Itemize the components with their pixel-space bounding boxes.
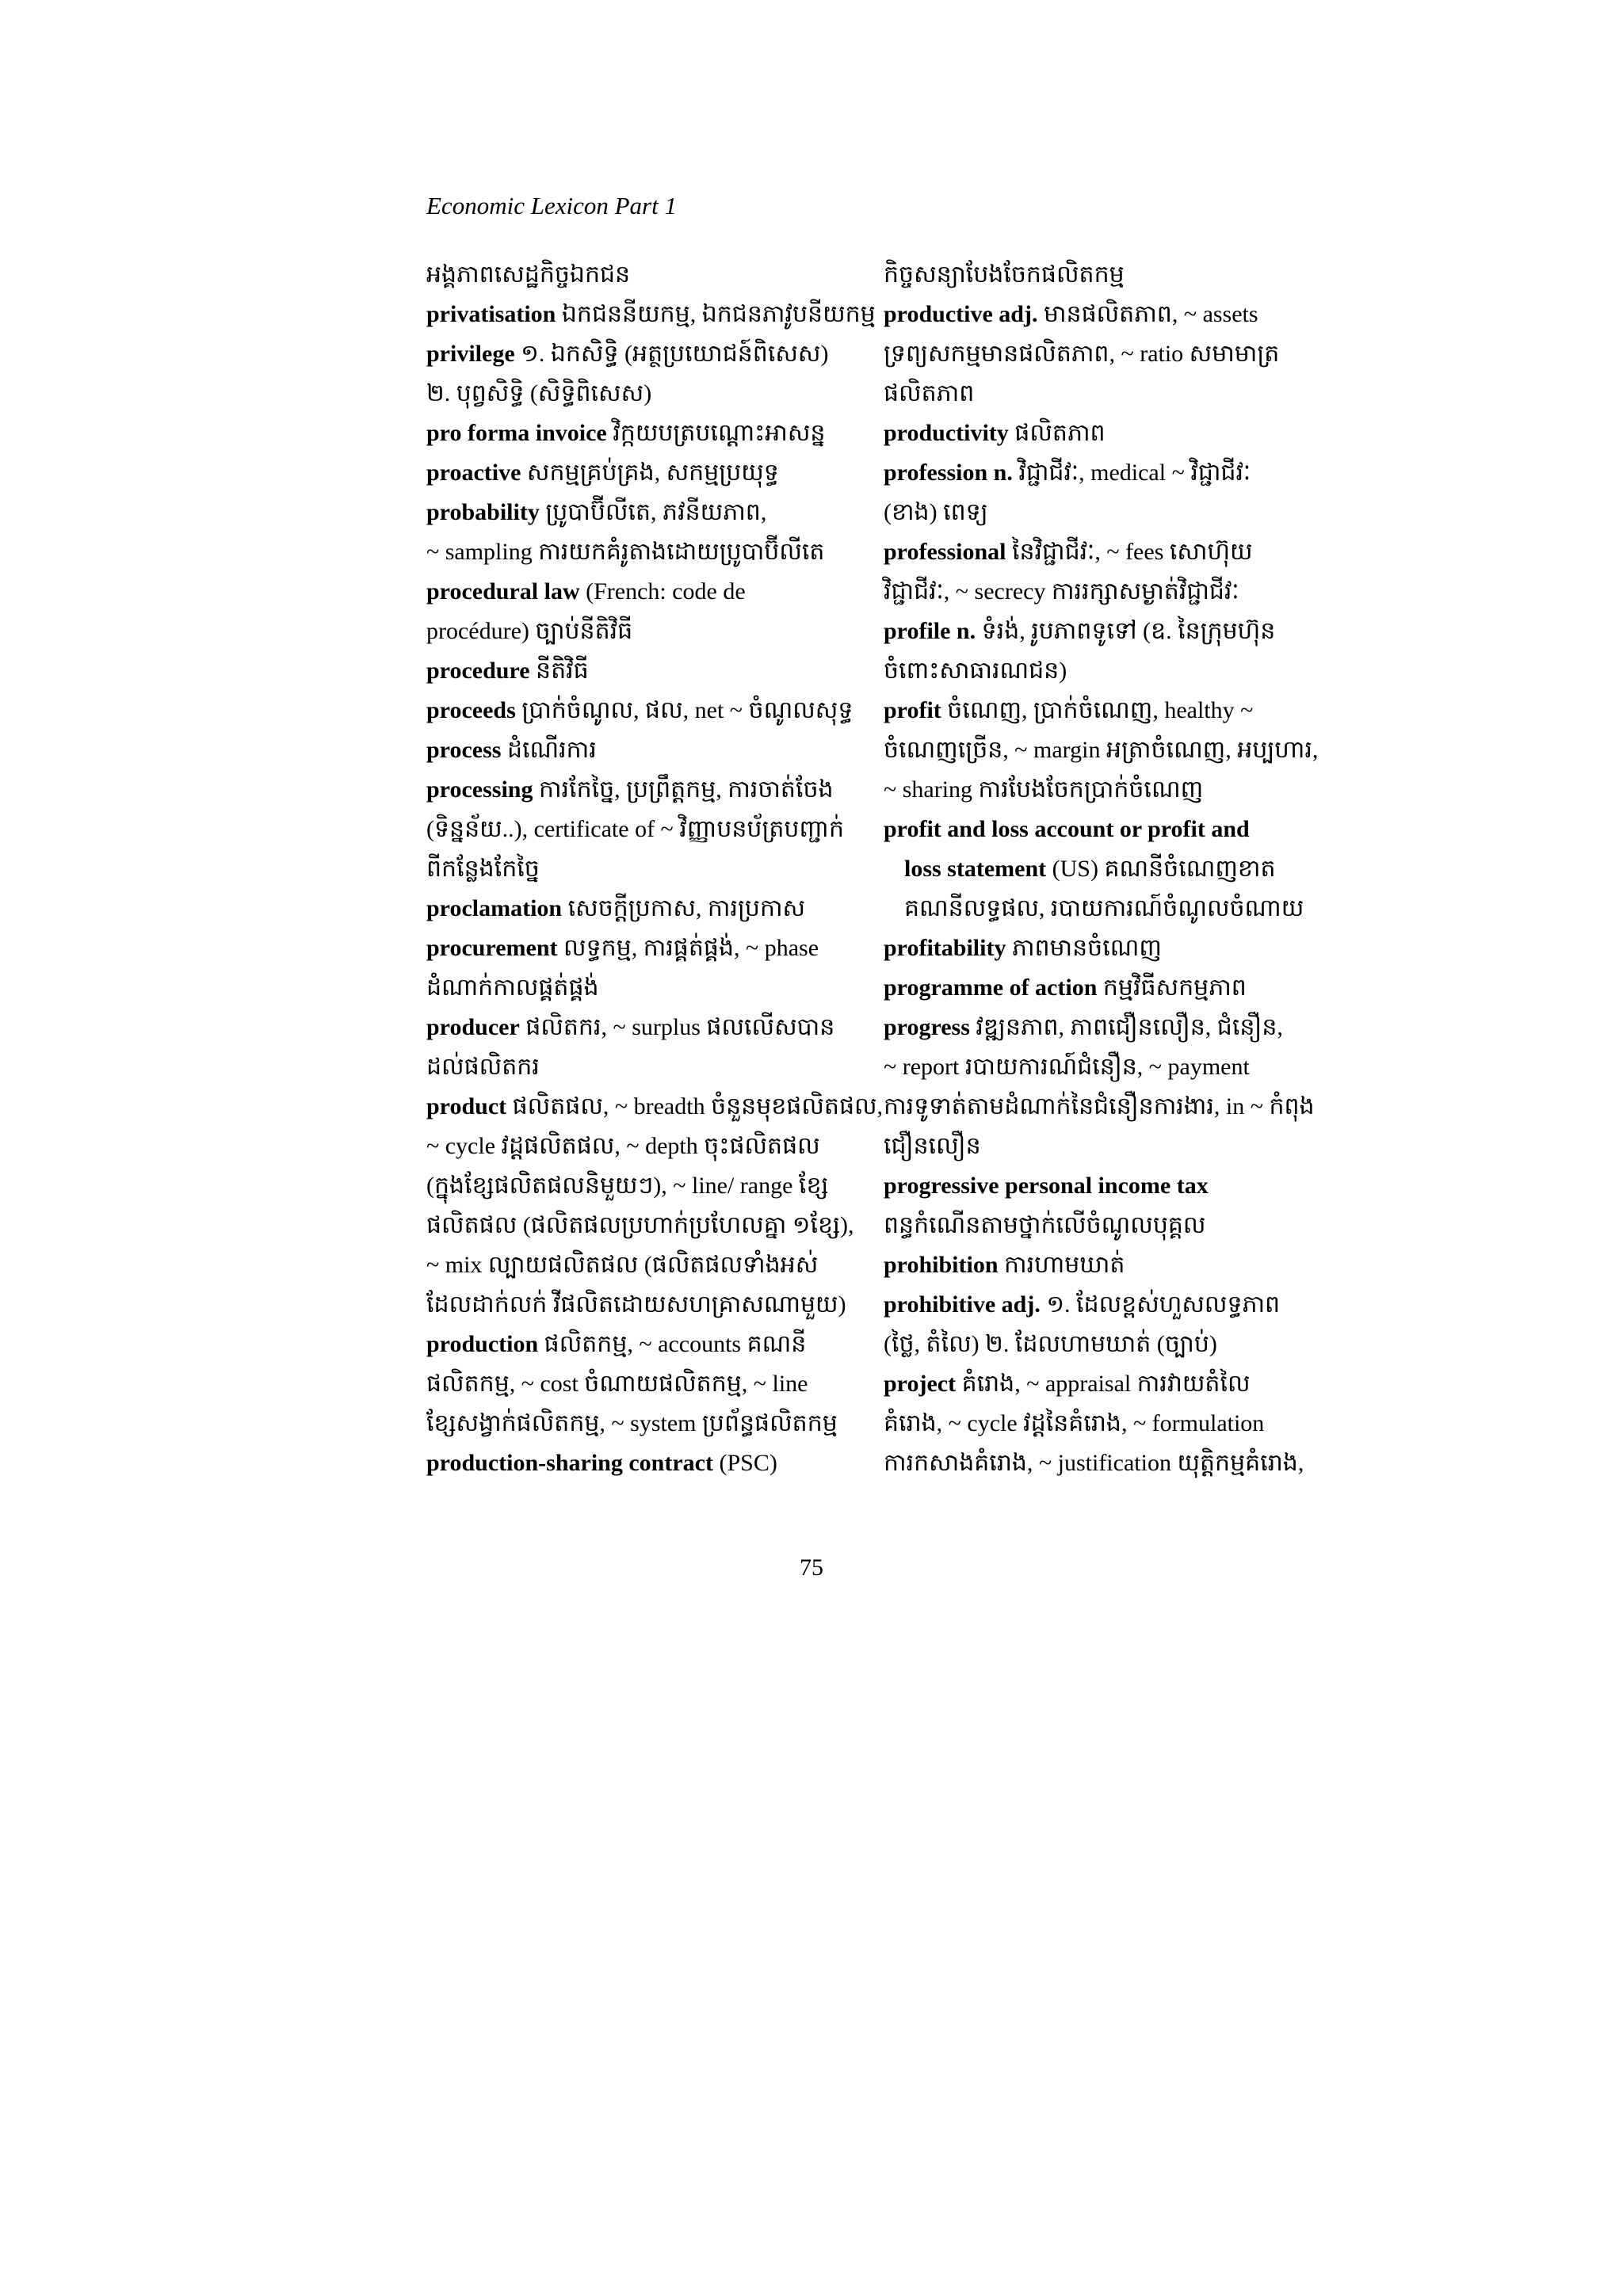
right-column bbox=[884, 255, 1319, 1483]
definition-text: ផលិតផល (ផលិតផលប្រហាក់ប្រហែលគ្នា ១ខ្សែ), bbox=[426, 1212, 854, 1238]
headword: proactive bbox=[426, 460, 521, 486]
headword: progress bbox=[884, 1014, 970, 1040]
page-number: 75 bbox=[800, 1554, 823, 1581]
definition-text: ភាពមានចំណេញ bbox=[1006, 935, 1162, 961]
headword: procurement bbox=[426, 935, 558, 961]
headword: probability bbox=[426, 499, 540, 525]
definition-text: ការហាមឃាត់ bbox=[998, 1252, 1125, 1278]
entry-line bbox=[884, 612, 1296, 651]
headword: procedure bbox=[426, 658, 530, 684]
entry-line bbox=[426, 1444, 838, 1483]
entry-line bbox=[884, 691, 1296, 730]
entry-line bbox=[884, 572, 1296, 612]
entry-line bbox=[884, 374, 1296, 414]
definition-text: ចំណេញ, ប្រាក់ចំណេញ, healthy ~ bbox=[941, 697, 1254, 723]
definition-text: ទំរង់, រូបភាពទូទៅ (ឧ. នៃក្រុមហ៊ុន bbox=[976, 618, 1276, 644]
entry-line bbox=[884, 453, 1296, 493]
headword: profile n. bbox=[884, 618, 976, 644]
definition-text: ១. ដែលខ្ពស់ហួសលទ្ធភាព bbox=[1040, 1291, 1281, 1318]
entry-line bbox=[884, 414, 1296, 453]
entry-line bbox=[426, 493, 838, 532]
definition-text: វិក្កយបត្របណ្ដោះអាសន្ន bbox=[606, 420, 826, 446]
headword: progressive personal income tax bbox=[884, 1173, 1209, 1199]
headword: prohibitive adj. bbox=[884, 1291, 1041, 1318]
entry-line bbox=[884, 255, 1296, 295]
definition-text: ពីកន្លែងកែច្នៃ bbox=[426, 856, 540, 882]
entry-line bbox=[426, 1285, 846, 1325]
definition-text: ខ្សែសង្វាក់ផលិតកម្ម, ~ system ប្រព័ន្ធផលិតកម្ម bbox=[426, 1410, 838, 1436]
definition-text: ១. ឯកសិទ្ធិ (អត្ថប្រយោជន៍ពិសេស) bbox=[514, 341, 829, 367]
headword: project bbox=[884, 1371, 957, 1397]
definition-text: ~ cycle វដ្តផលិតផល, ~ depth ចុះផលិតផល bbox=[426, 1133, 820, 1159]
headword: production bbox=[426, 1331, 539, 1357]
entry-line bbox=[884, 1364, 1296, 1404]
entry-line bbox=[884, 1285, 1296, 1325]
entry-line bbox=[426, 651, 838, 691]
entry-line bbox=[884, 1127, 1296, 1166]
definition-text: វិជ្ជាជីវៈ, medical ~ វិជ្ជាជីវៈ bbox=[1012, 460, 1251, 486]
definition-text: វឌ្ឍនភាព, ភាពជឿនលឿន, ជំនឿន, bbox=[969, 1014, 1283, 1040]
headword: procedural law bbox=[426, 578, 580, 605]
definition-text: នីតិវិធី bbox=[529, 658, 589, 684]
headword: processing bbox=[426, 776, 533, 803]
entry-line bbox=[884, 889, 1304, 929]
entry-line bbox=[426, 1206, 854, 1245]
headword: profession n. bbox=[884, 460, 1013, 486]
definition-text: ប្រាក់ចំណូល, ផល, net ~ ចំណូលសុទ្ធ bbox=[515, 697, 854, 723]
definition-text: ផលិតភាព bbox=[1008, 420, 1106, 446]
entry-line bbox=[884, 730, 1319, 770]
entry-line bbox=[426, 730, 838, 770]
definition-text: ផលិតភាព bbox=[884, 380, 975, 406]
headword: programme of action bbox=[884, 974, 1098, 1001]
entry-line bbox=[426, 1166, 838, 1206]
definition-text: ទ្រព្យសកម្មមានផលិតភាព, ~ ratio សមាមាត្រ bbox=[884, 341, 1280, 367]
entry-line bbox=[884, 493, 1296, 532]
definition-text: ដល់ផលិតករ bbox=[426, 1054, 540, 1080]
definition-text: ពន្ធកំណើនតាមថ្នាក់លើចំណូលបុគ្គល bbox=[884, 1212, 1206, 1238]
definition-text: ឯកជននីយកម្ម, ឯកជនភាវូបនីយកម្ម bbox=[556, 301, 876, 327]
running-header: Economic Lexicon Part 1 bbox=[426, 192, 677, 219]
entry-line bbox=[884, 1008, 1296, 1047]
definition-text: ~ sharing ការបែងចែកប្រាក់ចំណេញ bbox=[884, 776, 1204, 803]
definition-text: គំរោង, ~ cycle វដ្តនៃគំរោង, ~ formulation bbox=[884, 1410, 1265, 1436]
entry-line bbox=[884, 810, 1296, 849]
definition-text: សកម្មគ្រប់គ្រង, សកម្មប្រយុទ្ធ bbox=[521, 460, 779, 486]
headword: productivity bbox=[884, 420, 1009, 446]
entry-line bbox=[426, 1127, 838, 1166]
entry-line bbox=[884, 1325, 1296, 1364]
entry-line bbox=[426, 889, 838, 929]
entry-line bbox=[426, 532, 838, 572]
definition-text: (ខាង) ពេទ្យ bbox=[884, 499, 988, 525]
definition-text: គណនីលទ្ធផល, របាយការណ៍ចំណូលចំណាយ bbox=[904, 895, 1304, 921]
entry-line bbox=[426, 1087, 884, 1127]
headword: profit bbox=[884, 697, 941, 723]
definition-text: ការទូទាត់តាមដំណាក់នៃជំនឿនការងារ, in ~ កំពុង bbox=[884, 1093, 1315, 1119]
entry-line bbox=[884, 1404, 1296, 1444]
headword: profitability bbox=[884, 935, 1006, 961]
headword: producer bbox=[426, 1014, 520, 1040]
headword: productive adj. bbox=[884, 301, 1038, 327]
entry-line bbox=[426, 572, 838, 612]
definition-text: ចំណេញច្រើន, ~ margin អត្រាចំណេញ, អប្បហារ, bbox=[884, 737, 1319, 763]
left-column bbox=[426, 255, 884, 1483]
entry-line bbox=[426, 1364, 838, 1404]
entry-line bbox=[426, 374, 838, 414]
headword: production-sharing contract bbox=[426, 1450, 713, 1476]
entry-line bbox=[884, 1166, 1296, 1206]
definition-text: កម្មវិធីសកម្មភាព bbox=[1097, 974, 1247, 1001]
entry-line bbox=[884, 849, 1296, 889]
entry-line bbox=[426, 929, 838, 968]
entry-line bbox=[426, 810, 845, 849]
headword: product bbox=[426, 1093, 507, 1119]
definition-text: កិច្ចសន្យាបែងចែកផលិតកម្ម bbox=[884, 261, 1125, 288]
definition-text: (US) គណនីចំណេញខាត bbox=[1046, 856, 1276, 882]
headword: loss statement bbox=[904, 856, 1047, 882]
entry-line bbox=[426, 849, 838, 889]
definition-text: ផលិតករ, ~ surplus ផលលើសបាន bbox=[519, 1014, 835, 1040]
definition-text: សេចក្ដីប្រកាស, ការប្រកាស bbox=[562, 895, 806, 921]
headword: privilege bbox=[426, 341, 515, 367]
definition-text: ជឿនលឿន bbox=[884, 1133, 981, 1159]
entry-line bbox=[426, 295, 876, 334]
definition-text: មានផលិតភាព, ~ assets bbox=[1037, 301, 1258, 327]
headword: privatisation bbox=[426, 301, 556, 327]
headword: professional bbox=[884, 539, 1006, 565]
entry-line bbox=[426, 255, 838, 295]
entry-line bbox=[426, 414, 838, 453]
definition-text: (PSC) bbox=[712, 1450, 777, 1476]
definition-text: វិជ្ជាជីវៈ, ~ secrecy ការរក្សាសម្ងាត់វិជ្ជាជីវៈ bbox=[884, 578, 1239, 605]
entry-line bbox=[884, 1047, 1296, 1087]
entry-line bbox=[426, 334, 838, 374]
definition-text: លទ្ធកម្ម, ការផ្គត់ផ្គង់, ~ phase bbox=[557, 935, 819, 961]
headword: proclamation bbox=[426, 895, 563, 921]
entry-line bbox=[884, 1444, 1304, 1483]
entry-line bbox=[884, 1087, 1315, 1127]
definition-text: នៃវិជ្ជាជីវៈ, ~ fees សោហ៊ុយ bbox=[1006, 539, 1253, 565]
definition-text: ដំណាក់កាលផ្គត់ផ្គង់ bbox=[426, 974, 599, 1001]
headword: pro forma invoice bbox=[426, 420, 607, 446]
entry-line bbox=[426, 968, 838, 1008]
entry-line bbox=[884, 651, 1296, 691]
headword: profit and loss account or profit and bbox=[884, 816, 1250, 842]
definition-text: ~ mix ល្បាយផលិតផល (ផលិតផលទាំងអស់ bbox=[426, 1252, 819, 1278]
definition-text: អង្គភាពសេដ្ឋកិច្ចឯកជន bbox=[426, 261, 631, 288]
definition-text: គំរោង, ~ appraisal ការវាយតំលៃ bbox=[956, 1371, 1251, 1397]
definition-text: (French: code de bbox=[579, 578, 746, 605]
definition-text: ប្រូបាប៊ីលីតេ, ភវនីយភាព, bbox=[539, 499, 767, 525]
definition-text: ~ report របាយការណ៍ជំនឿន, ~ payment bbox=[884, 1054, 1250, 1080]
definition-text: (ថ្លៃ, តំលៃ) ២. ដែលហាមឃាត់ (ច្បាប់) bbox=[884, 1331, 1217, 1357]
entry-line bbox=[884, 334, 1296, 374]
entry-line bbox=[884, 532, 1296, 572]
headword: prohibition bbox=[884, 1252, 999, 1278]
entry-line bbox=[426, 1047, 838, 1087]
definition-text: ការកសាងគំរោង, ~ justification យុត្តិកម្មគំរោង, bbox=[884, 1450, 1304, 1476]
headword: proceeds bbox=[426, 697, 516, 723]
definition-text: ផលិតផល, ~ breadth ចំនួនមុខផលិតផល, bbox=[506, 1093, 884, 1119]
definition-text: ចំពោះសាធារណជន) bbox=[884, 658, 1067, 684]
definition-text: ២. បុព្វសិទ្ធិ (សិទ្ធិពិសេស) bbox=[426, 380, 652, 406]
entry-line bbox=[426, 1325, 838, 1364]
entry-line bbox=[884, 295, 1296, 334]
entry-line bbox=[884, 1206, 1296, 1245]
definition-text: ~ sampling ការយកគំរូតាងដោយប្រូបាប៊ីលីតេ bbox=[426, 539, 825, 565]
entry-line bbox=[426, 1404, 838, 1444]
entry-line bbox=[884, 770, 1296, 810]
headword: process bbox=[426, 737, 502, 763]
entry-line bbox=[884, 968, 1296, 1008]
entry-line bbox=[426, 612, 838, 651]
definition-text: (ក្នុងខ្សែផលិតផលនិមួយៗ), ~ line/ range ខ្សែ bbox=[426, 1173, 829, 1199]
entry-line bbox=[426, 691, 854, 730]
entry-line bbox=[426, 770, 838, 810]
entry-line bbox=[884, 1245, 1296, 1285]
entry-line bbox=[426, 453, 838, 493]
definition-text: (ទិន្នន័យ..), certificate of ~ វិញ្ញាបនប័ត្របញ្ជាក់ bbox=[426, 816, 845, 842]
definition-text: ការកែច្នៃ, ប្រព្រឹត្តកម្ម, ការចាត់ចែង bbox=[533, 776, 834, 803]
entry-line bbox=[884, 929, 1296, 968]
definition-text: ផលិតកម្ម, ~ cost ចំណាយផលិតកម្ម, ~ line bbox=[426, 1371, 808, 1397]
definition-text: procédure) ច្បាប់នីតិវិធី bbox=[426, 618, 633, 644]
definition-text: ដែលដាក់លក់ វីផលិតដោយសហគ្រាសណាមួយ) bbox=[426, 1291, 846, 1318]
definition-text: ផលិតកម្ម, ~ accounts គណនី bbox=[538, 1331, 807, 1357]
entry-line bbox=[426, 1008, 838, 1047]
definition-text: ដំណើរការ bbox=[501, 737, 597, 763]
entry-line bbox=[426, 1245, 838, 1285]
